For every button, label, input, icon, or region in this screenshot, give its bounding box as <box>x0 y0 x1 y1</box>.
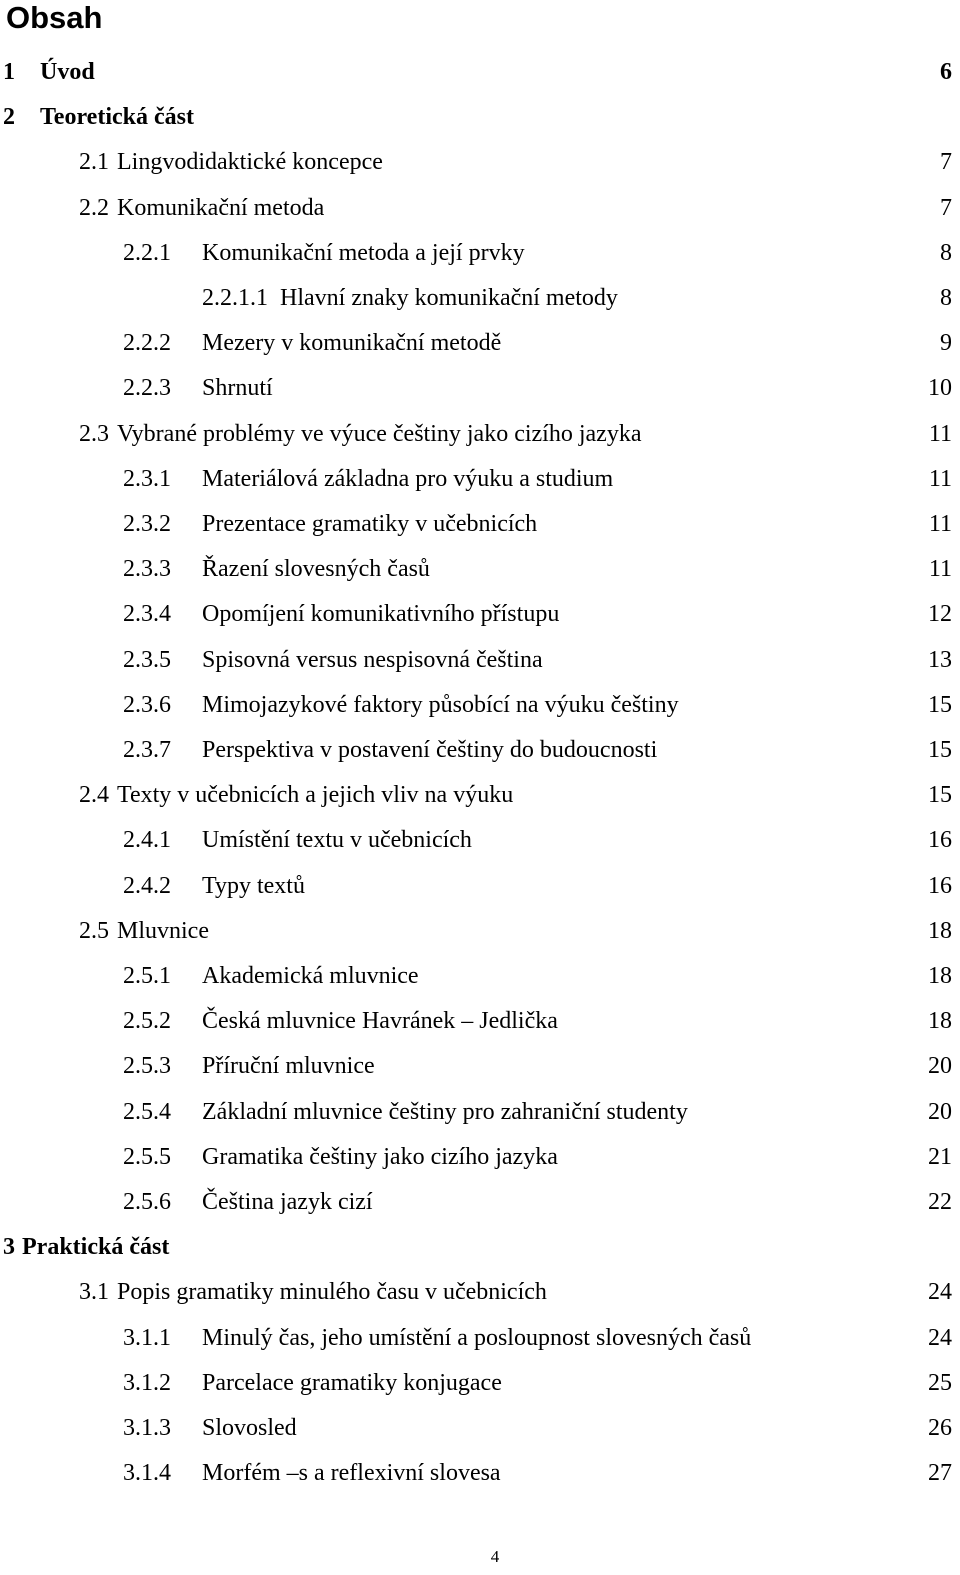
toc-entry-number: 2.2.3 <box>123 375 171 402</box>
toc-entry <box>0 331 960 376</box>
toc-entry <box>0 1235 960 1280</box>
toc-entry-title: Perspektiva v postavení češtiny do budoucnosti <box>202 737 658 763</box>
toc-entry-page: 24 <box>928 1324 952 1351</box>
toc-entry-title: Slovosled <box>202 1415 297 1441</box>
toc-entry <box>0 241 960 286</box>
toc-entry-title: Komunikační metoda a její prvky <box>202 239 525 266</box>
toc-entry-number: 3 <box>3 1234 15 1261</box>
toc-entry <box>0 376 960 421</box>
toc-entry-page: 20 <box>928 1098 952 1125</box>
toc-entry <box>0 874 960 919</box>
toc-entry <box>0 557 960 602</box>
toc-entry-page: 11 <box>928 465 952 492</box>
toc-entry-number: 2.1 <box>79 149 109 176</box>
page-number: 4 <box>490 1547 500 1566</box>
toc-entry-number: 3.1.4 <box>123 1460 171 1487</box>
toc-entry <box>0 1054 960 1099</box>
toc-entry <box>0 783 960 828</box>
toc-entry-title: Akademická mluvnice <box>202 963 419 989</box>
toc-entry-title: Spisovná versus nespisovná čeština <box>202 646 543 673</box>
toc-entry <box>0 828 960 873</box>
toc-entry-page: 22 <box>928 1189 952 1215</box>
toc-entry-number: 2.3.2 <box>123 511 171 537</box>
toc-entry <box>0 1326 960 1371</box>
toc-entry-page: 26 <box>928 1415 952 1441</box>
toc-entry-number: 2.4 <box>79 782 109 809</box>
toc-entry <box>0 1100 960 1145</box>
toc-entry-page: 25 <box>928 1369 952 1396</box>
toc-entry <box>0 422 960 467</box>
toc-entry-title: Shrnutí <box>202 375 273 402</box>
toc-entry-title: Řazení slovesných časů <box>202 556 430 583</box>
toc-entry <box>0 919 960 964</box>
toc-entry-title: Příruční mluvnice <box>202 1053 375 1080</box>
toc-entry <box>0 286 960 331</box>
toc-entry-page: 18 <box>928 963 952 989</box>
toc-entry-page: 8 <box>940 285 952 311</box>
toc-entry-number: 2.2 <box>79 194 109 221</box>
toc-entry-title: Prezentace gramatiky v učebnicích <box>202 511 538 537</box>
toc-entry-title: Teoretická část <box>40 104 194 131</box>
toc-entry <box>0 602 960 647</box>
toc-entry-number: 2.5.3 <box>123 1053 171 1080</box>
toc-entry-page: 8 <box>940 239 952 266</box>
toc-entry <box>0 1416 960 1461</box>
toc-entry-number: 2.3.1 <box>123 465 171 492</box>
toc-entry-title: Základní mluvnice češtiny pro zahraniční studenty <box>202 1098 688 1125</box>
toc-entry-page: 20 <box>928 1053 952 1080</box>
toc-entry-page: 11 <box>928 556 952 583</box>
toc-entry-title: Úvod <box>40 59 95 85</box>
toc-entry <box>0 150 960 195</box>
toc-entry-title: Opomíjení komunikativního přístupu <box>202 601 560 628</box>
toc-entry-page: 9 <box>940 330 952 357</box>
toc-entry-title: Komunikační metoda <box>117 194 325 221</box>
toc-entry-number: 2 <box>3 104 15 131</box>
toc-entry-title: Mezery v komunikační metodě <box>202 330 502 357</box>
toc-entry-page: 15 <box>928 737 952 763</box>
toc-entry <box>0 693 960 738</box>
toc-entry-number: 2.4.1 <box>123 827 171 854</box>
toc-entry-page: 21 <box>928 1143 952 1170</box>
toc-entry-number: 2.2.2 <box>123 330 171 357</box>
toc-entry-number: 2.3.4 <box>123 601 171 628</box>
toc-entry <box>0 1145 960 1190</box>
toc-entry <box>0 738 960 783</box>
toc-entry-title: Hlavní znaky komunikační metody <box>280 285 618 311</box>
toc-entry-number: 2.5.1 <box>123 963 171 989</box>
toc-entry-number: 2.5 <box>79 917 109 944</box>
toc-entry-number: 2.5.2 <box>123 1008 171 1035</box>
toc-entry-title: Popis gramatiky minulého času v učebnicích <box>117 1279 547 1306</box>
toc-entry-number: 2.2.1 <box>123 239 171 266</box>
toc-entry-number: 2.5.4 <box>123 1098 171 1125</box>
toc-entry-page: 15 <box>928 782 952 809</box>
toc-entry-page: 6 <box>940 59 952 85</box>
toc-entry-page: 7 <box>940 149 952 176</box>
toc-entry-title: Texty v učebnicích a jejich vliv na výuku <box>117 782 514 809</box>
toc-entry-title: Materiálová základna pro výuku a studium <box>202 465 614 492</box>
toc-entry-number: 3.1.2 <box>123 1369 171 1396</box>
toc-entry-page: 18 <box>928 1008 952 1035</box>
toc-entry <box>0 60 960 105</box>
toc-entry-title: Typy textů <box>202 872 305 899</box>
toc-entry-number: 2.3.3 <box>123 556 171 583</box>
toc-entry <box>0 1461 960 1506</box>
toc-entry-title: Umístění textu v učebnicích <box>202 827 472 854</box>
toc-entry-title: Lingvodidaktické koncepce <box>117 149 383 176</box>
toc-entry-number: 2.5.5 <box>123 1143 171 1170</box>
toc-entry-title: Vybrané problémy ve výuce češtiny jako cizího jazyka <box>117 420 642 447</box>
toc-entry-page: 18 <box>928 917 952 944</box>
toc-entry-number: 2.3.6 <box>123 691 171 718</box>
toc-entry-title: Čeština jazyk cizí <box>202 1189 373 1215</box>
toc-entry-title: Mimojazykové faktory působící na výuku češtiny <box>202 691 679 718</box>
toc-entry-number: 2.3.5 <box>123 646 171 673</box>
toc-entry-page: 27 <box>928 1460 952 1487</box>
toc-entry <box>0 648 960 693</box>
toc-entry <box>0 105 960 150</box>
toc-entry-number: 3.1.1 <box>123 1324 171 1351</box>
toc-entry-title: Gramatika češtiny jako cizího jazyka <box>202 1143 558 1170</box>
toc-entry <box>0 1190 960 1235</box>
toc-entry <box>0 964 960 1009</box>
toc-entry-number: 2.3.7 <box>123 737 171 763</box>
toc-entry-page: 15 <box>928 691 952 718</box>
page-title: Obsah <box>6 0 103 35</box>
toc-entry <box>0 512 960 557</box>
toc-entry-number: 2.5.6 <box>123 1189 171 1215</box>
toc-entry-number: 2.4.2 <box>123 872 171 899</box>
toc-entry-number: 1 <box>3 59 15 85</box>
toc-entry-title: Morfém –s a reflexivní slovesa <box>202 1460 501 1487</box>
toc-entry-number: 2.2.1.1 <box>202 285 268 311</box>
toc-entry-page: 24 <box>928 1279 952 1306</box>
toc-entry <box>0 196 960 241</box>
toc-entry-page: 11 <box>928 511 952 537</box>
toc-entry-page: 16 <box>928 827 952 854</box>
toc-entry <box>0 467 960 512</box>
toc-entry-page: 10 <box>928 375 952 402</box>
toc-entry-page: 7 <box>940 194 952 221</box>
toc-entry-page: 16 <box>928 872 952 899</box>
toc-entry <box>0 1371 960 1416</box>
toc-entry <box>0 1280 960 1325</box>
toc-entry-title: Mluvnice <box>117 917 209 944</box>
toc-entry-page: 11 <box>928 420 952 447</box>
toc-entry-title: Praktická část <box>22 1234 170 1261</box>
toc-entry <box>0 1009 960 1054</box>
toc-entry-title: Minulý čas, jeho umístění a posloupnost slovesných časů <box>202 1324 752 1351</box>
toc-entry-number: 3.1 <box>79 1279 109 1306</box>
toc-entry-page: 13 <box>928 646 952 673</box>
toc-entry-number: 2.3 <box>79 420 109 447</box>
toc-entry-title: Česká mluvnice Havránek – Jedlička <box>202 1008 558 1035</box>
toc-entry-number: 3.1.3 <box>123 1415 171 1441</box>
toc-entry-title: Parcelace gramatiky konjugace <box>202 1369 502 1396</box>
toc-entry-page: 12 <box>928 601 952 628</box>
